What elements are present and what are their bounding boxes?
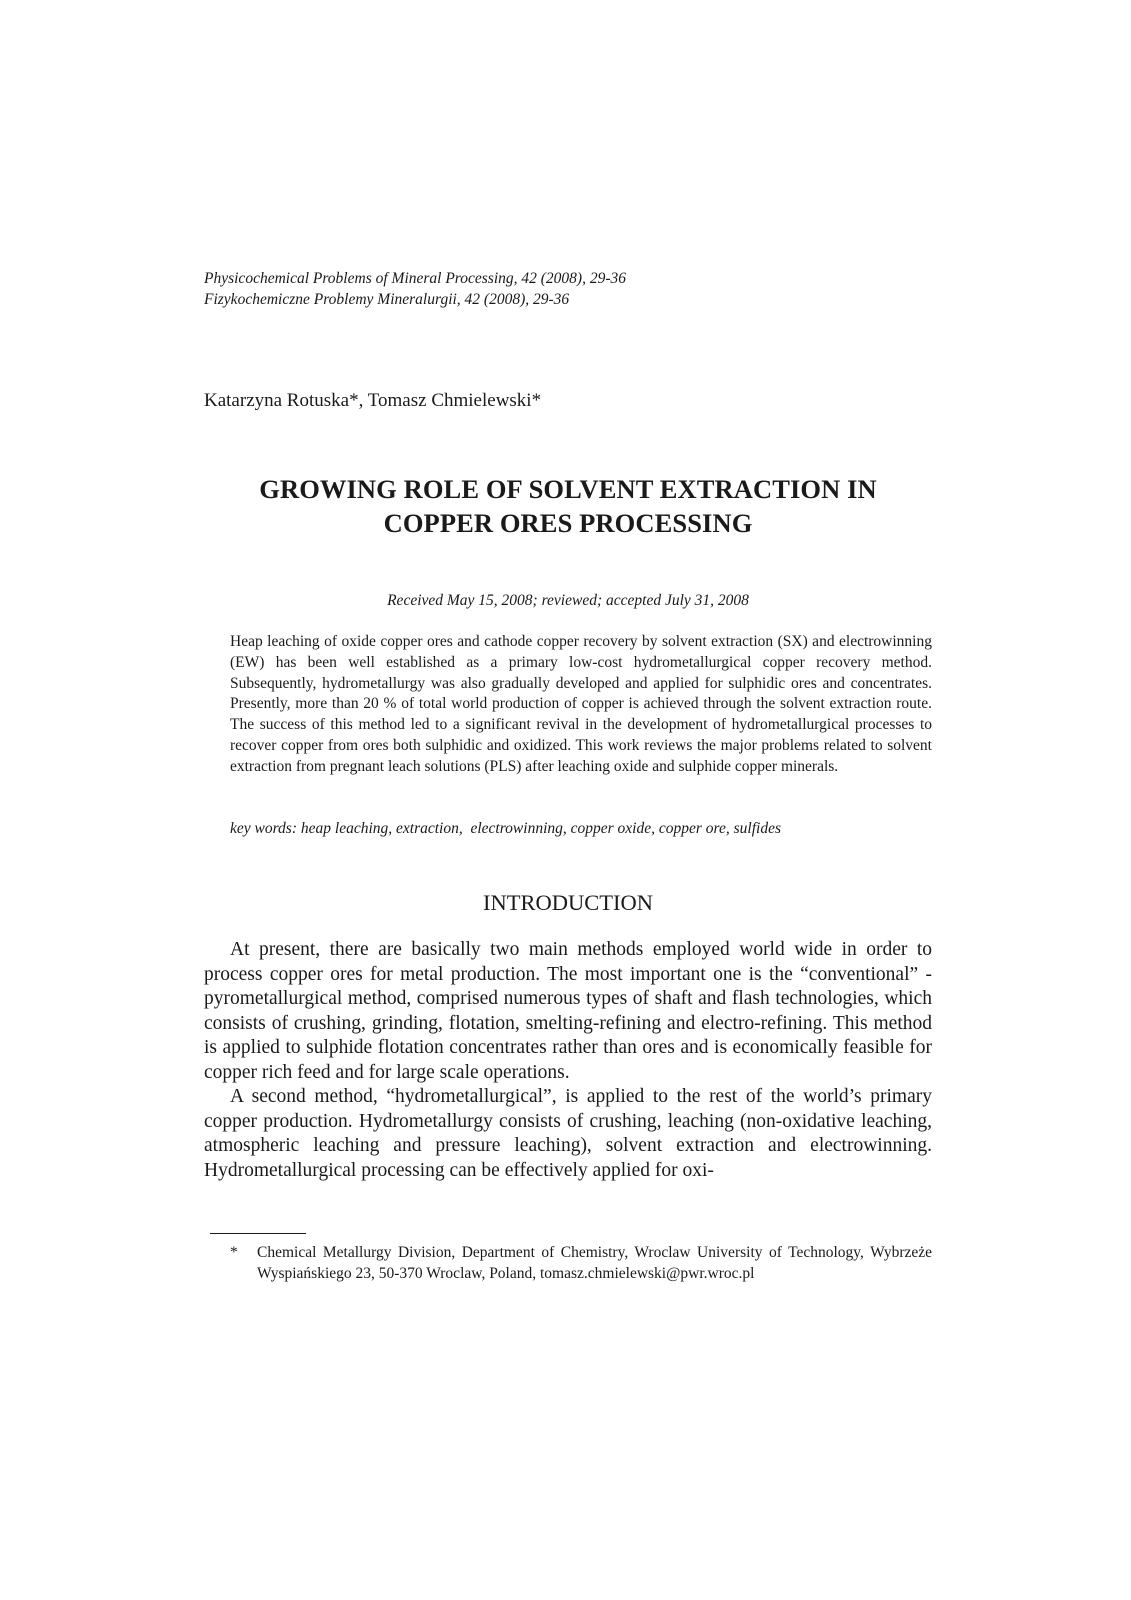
journal-citation-line: Physicochemical Problems of Mineral Processing, 42 (2008), 29-36: [204, 270, 627, 287]
footnote-text: Chemical Metallurgy Division, Department of Chemistry, Wroclaw University of Technology, Wybrzeże Wyspiańskiego 23, 50-370 Wroclaw, Poland, tomasz.chmielewski@pwr.wroc.pl: [257, 1244, 932, 1282]
journal-citation: [204, 268, 626, 310]
footnote: [230, 1242, 932, 1284]
authors: Katarzyna Rotuska*, Tomasz Chmielewski*: [204, 390, 542, 411]
abstract: Heap leaching of oxide copper ores and cathode copper recovery by solvent extraction (SX) and electrowinning (EW) has been well established as a primary low-cost hydrometallurgical copper recovery method. Subsequently, hydrometallurgy was also gradually developed and applied for sulphidic ores and concentrates. Presently, more than 20 % of total world production of copper is achieved through the solvent extraction route. The success of this method led to a significant revival in the development of hydrometallurgical processes to recover copper from ores both sulphidic and oxidized. This work reviews the major problems related to solvent extraction from pregnant leach solutions (PLS) after leaching oxide and sulphide copper minerals.: [230, 633, 932, 775]
body-paragraph: A second method, “hydrometallurgical”, is applied to the rest of the world’s primary copper production. Hydrometallurgy consists of crushing, leaching (non-oxidative leaching, atmospheric leaching and pressure leaching), solvent extraction and electrowinning. Hydrometallurgical processing can be effectively applied for oxi-: [204, 1086, 932, 1181]
footnote-mark: *: [230, 1244, 238, 1261]
paper-title: [204, 472, 932, 540]
footnote-divider: [210, 1233, 306, 1234]
paper-title-line: GROWING ROLE OF SOLVENT EXTRACTION IN: [259, 474, 877, 504]
received-dates: Received May 15, 2008; reviewed; accepted July 31, 2008: [387, 592, 749, 609]
section-heading-introduction: INTRODUCTION: [483, 890, 653, 915]
paper-title-line: COPPER ORES PROCESSING: [383, 508, 753, 538]
keywords: key words: heap leaching, extraction, electrowinning, copper oxide, copper ore, sulfides: [230, 820, 781, 837]
journal-citation-line: Fizykochemiczne Problemy Mineralurgii, 42 (2008), 29-36: [204, 291, 570, 308]
introduction-body: [204, 938, 932, 1183]
body-paragraph: At present, there are basically two main methods employed world wide in order to process copper ores for metal production. The most important one is the “conventional” - pyrometallurgical method, comprised numerous types of shaft and flash technologies, which consists of crushing, grinding, flotation, smelting-refining and electro-refining. This method is applied to sulphide flotation concentrates rather than ores and is economically feasible for copper rich feed and for large scale operations.: [204, 939, 932, 1083]
